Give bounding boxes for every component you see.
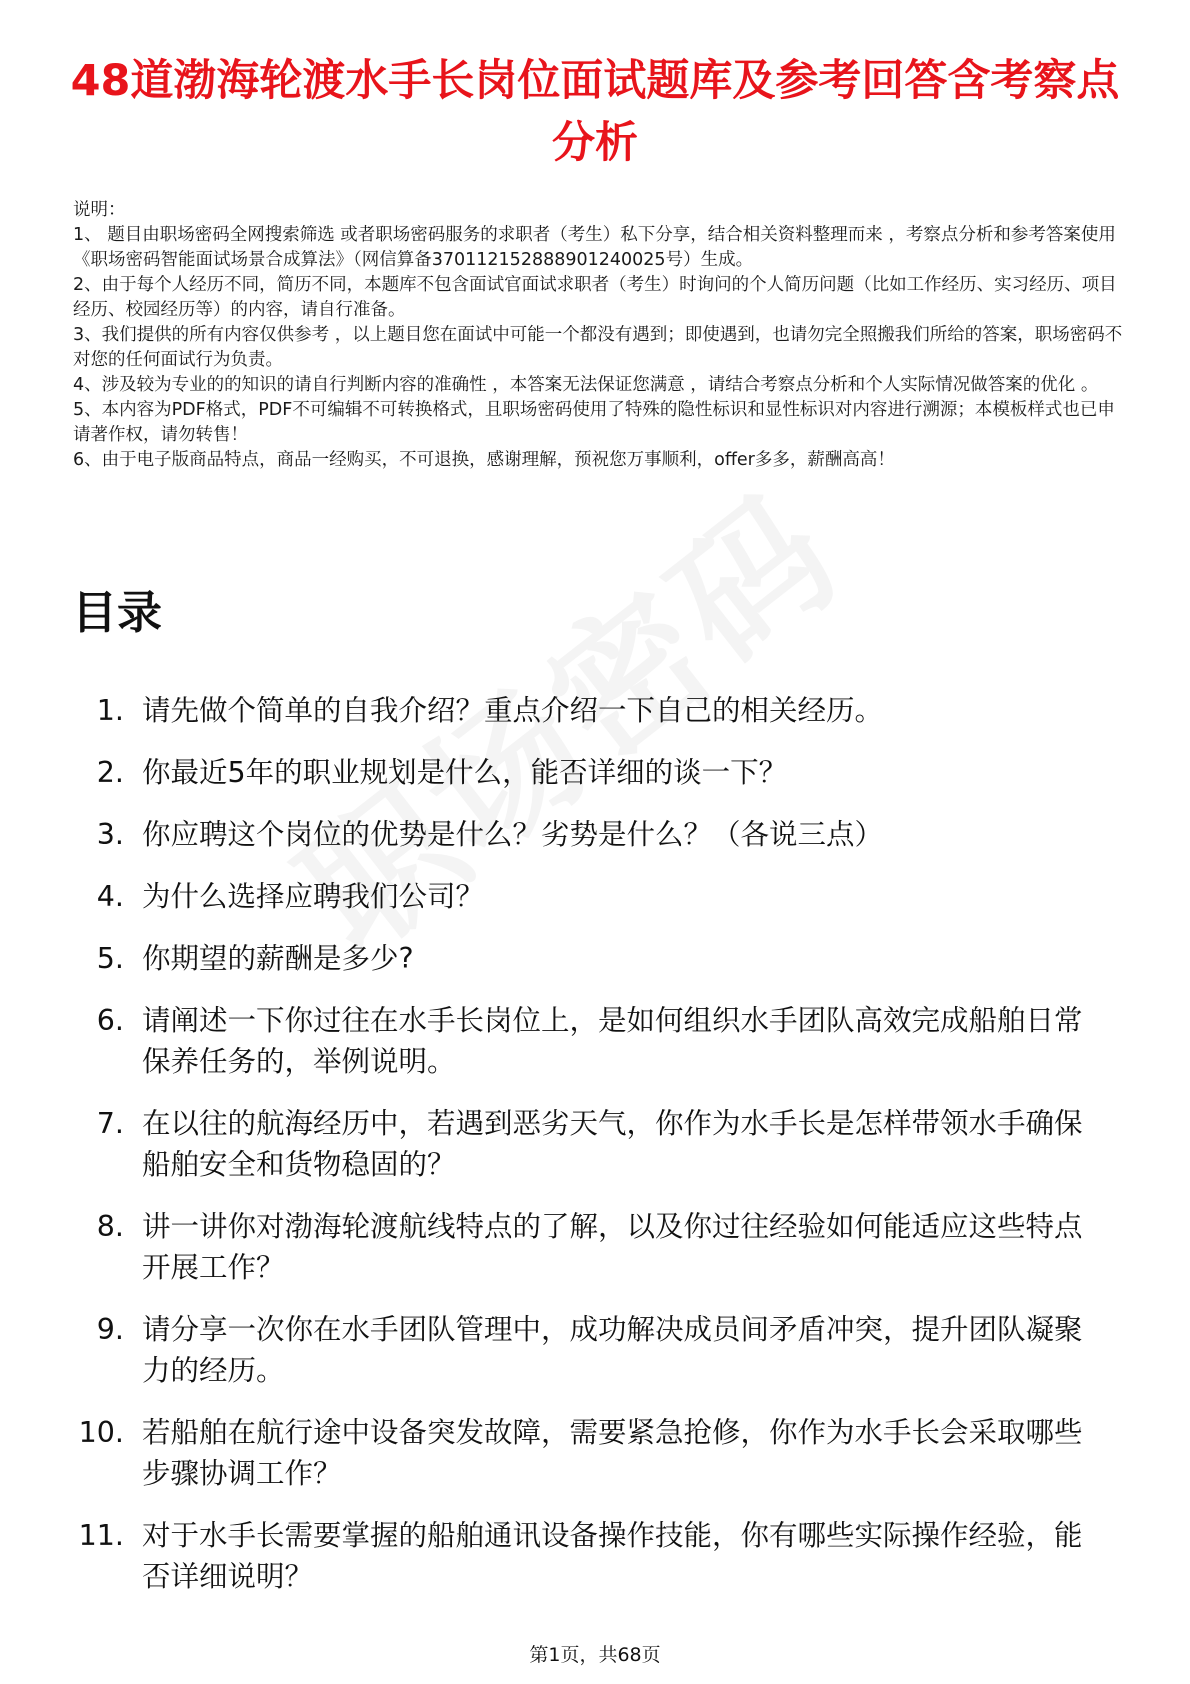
page-footer: 第1页，共68页 bbox=[529, 1644, 661, 1666]
toc-item[interactable] bbox=[60, 752, 1130, 793]
toc-item-text: 讲一讲你对渤海轮渡航线特点的了解，以及你过往经验如何能适应这些特点开展工作？ bbox=[142, 1210, 1083, 1284]
notes-item: 2、由于每个人经历不同，简历不同，本题库不包含面试官面试求职者（考生）时询问的个人简历问题（比如工作经历、实习经历、项目经历、校园经历等）的内容，请自行准备。 bbox=[73, 275, 1117, 320]
toc-item[interactable] bbox=[60, 938, 1130, 979]
toc-item[interactable] bbox=[60, 1412, 1130, 1494]
toc-item-number: 10. bbox=[78, 1416, 124, 1449]
toc-item-text: 你应聘这个岗位的优势是什么？劣势是什么？（各说三点） bbox=[142, 818, 884, 851]
toc-item-number: 3. bbox=[96, 818, 124, 851]
toc-item-number: 7. bbox=[96, 1107, 124, 1140]
notes-item: 3、我们提供的所有内容仅供参考 ，以上题目您在面试中可能一个都没有遇到；即使遇到，也请勿完全照搬我们所给的答案，职场密码不对您的任何面试行为负责。 bbox=[73, 325, 1123, 370]
notes-item: 6、由于电子版商品特点，商品一经购买，不可退换，感谢理解，预祝您万事顺利，offer多多，薪酬高高！ bbox=[73, 450, 895, 470]
toc-item-text: 请分享一次你在水手团队管理中，成功解决成员间矛盾冲突，提升团队凝聚力的经历。 bbox=[142, 1313, 1083, 1387]
toc-item-text: 你最近5年的职业规划是什么，能否详细的谈一下？ bbox=[142, 756, 788, 789]
toc-list bbox=[60, 690, 1130, 1618]
toc-heading: 目录 bbox=[72, 586, 163, 639]
toc-item-text: 若船舶在航行途中设备突发故障，需要紧急抢修，你作为水手长会采取哪些步骤协调工作？ bbox=[142, 1416, 1083, 1490]
toc-item-text: 在以往的航海经历中，若遇到恶劣天气，你作为水手长是怎样带领水手确保船舶安全和货物稳固的？ bbox=[142, 1107, 1083, 1181]
toc-item[interactable] bbox=[60, 1000, 1130, 1082]
toc-item[interactable] bbox=[60, 1309, 1130, 1391]
toc-item-text: 对于水手长需要掌握的船舶通讯设备操作技能，你有哪些实际操作经验，能否详细说明？ bbox=[142, 1519, 1083, 1593]
notes-section bbox=[73, 198, 1123, 473]
page-title: 48道渤海轮渡水手长岗位面试题库及参考回答含考察点分析 bbox=[70, 56, 1120, 168]
toc-item[interactable] bbox=[60, 1206, 1130, 1288]
notes-item: 4、涉及较为专业的的知识的请自行判断内容的准确性 ，本答案无法保证您满意 ，请结合考察点分析和个人实际情况做答案的优化 。 bbox=[73, 375, 1099, 395]
toc-item[interactable] bbox=[60, 814, 1130, 855]
toc-item-number: 8. bbox=[96, 1210, 124, 1243]
toc-item-number: 2. bbox=[96, 756, 124, 789]
notes-heading: 说明： bbox=[73, 200, 126, 220]
toc-item[interactable] bbox=[60, 876, 1130, 917]
toc-item-text: 为什么选择应聘我们公司？ bbox=[142, 880, 485, 913]
toc-item-number: 4. bbox=[96, 880, 124, 913]
toc-item-text: 请阐述一下你过往在水手长岗位上，是如何组织水手团队高效完成船舶日常保养任务的，举例说明。 bbox=[142, 1004, 1083, 1078]
toc-item-number: 11. bbox=[78, 1519, 124, 1552]
toc-item-number: 5. bbox=[96, 942, 124, 975]
toc-item[interactable] bbox=[60, 690, 1130, 731]
notes-item: 1、 题目由职场密码全网搜索筛选 或者职场密码服务的求职者（考生）私下分享，结合相关资料整理而来 ，考察点分析和参考答案使用《职场密码智能面试场景合成算法》（网信算备370112152888901240025号）生成。 bbox=[73, 225, 1116, 270]
toc-item-text: 你期望的薪酬是多少? bbox=[142, 942, 414, 975]
toc-item-number: 1. bbox=[96, 694, 124, 727]
toc-item-number: 9. bbox=[96, 1313, 124, 1346]
toc-item[interactable] bbox=[60, 1103, 1130, 1185]
notes-item: 5、本内容为PDF格式，PDF不可编辑不可转换格式，且职场密码使用了特殊的隐性标识和显性标识对内容进行溯源；本模板样式也已申请著作权，请勿转售！ bbox=[73, 400, 1115, 445]
toc-item-text: 请先做个简单的自我介绍？重点介绍一下自己的相关经历。 bbox=[142, 694, 884, 727]
toc-item[interactable] bbox=[60, 1515, 1130, 1597]
toc-item-number: 6. bbox=[96, 1004, 124, 1037]
